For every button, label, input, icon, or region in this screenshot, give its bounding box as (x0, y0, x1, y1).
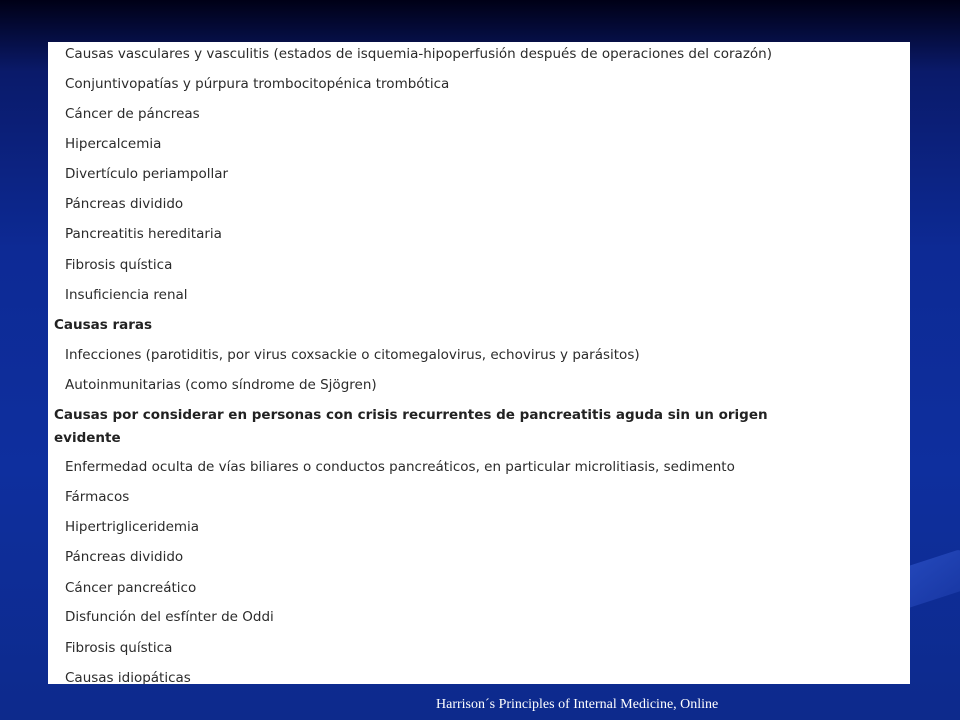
list-item: Insuficiencia renal (65, 287, 188, 303)
list-item: Disfunción del esfínter de Oddi (65, 609, 274, 625)
list-item: Divertículo periampollar (65, 166, 229, 182)
list-item: Conjuntivopatías y púrpura trombocitopénica trombótica (65, 76, 450, 92)
list-item: Enfermedad oculta de vías biliares o conductos pancreáticos, en particular microlitiasis, sedimento (65, 459, 735, 475)
list-item: Pancreatitis hereditaria (65, 226, 222, 242)
list-item: Fibrosis quística (65, 640, 173, 656)
list-item: Autoinmunitarias (como síndrome de Sjögren) (65, 377, 377, 393)
section-heading-recurrent-cont: evidente (54, 430, 121, 446)
section-heading-rare: Causas raras (54, 317, 153, 333)
table-image (48, 42, 910, 684)
list-item: Fibrosis quística (65, 257, 173, 273)
citation-footer: Harrison´s Principles of Internal Medicine, Online (436, 697, 719, 712)
list-item: Cáncer de páncreas (65, 106, 200, 122)
list-item: Páncreas dividido (65, 549, 184, 565)
list-item: Cáncer pancreático (65, 580, 197, 596)
list-item: Hipercalcemia (65, 136, 162, 152)
list-item: Páncreas dividido (65, 196, 184, 212)
list-item: Fármacos (65, 489, 130, 505)
list-item: Hipertrigliceridemia (65, 519, 200, 535)
list-item: Causas vasculares y vasculitis (estados de isquemia-hipoperfusión después de operaciones del corazón) (65, 46, 773, 62)
list-item: Causas idiopáticas (65, 670, 191, 684)
section-heading-recurrent: Causas por considerar en personas con crisis recurrentes de pancreatitis aguda sin un origen (54, 407, 768, 423)
list-item: Infecciones (parotiditis, por virus coxsackie o citomegalovirus, echovirus y parásitos) (65, 347, 640, 363)
